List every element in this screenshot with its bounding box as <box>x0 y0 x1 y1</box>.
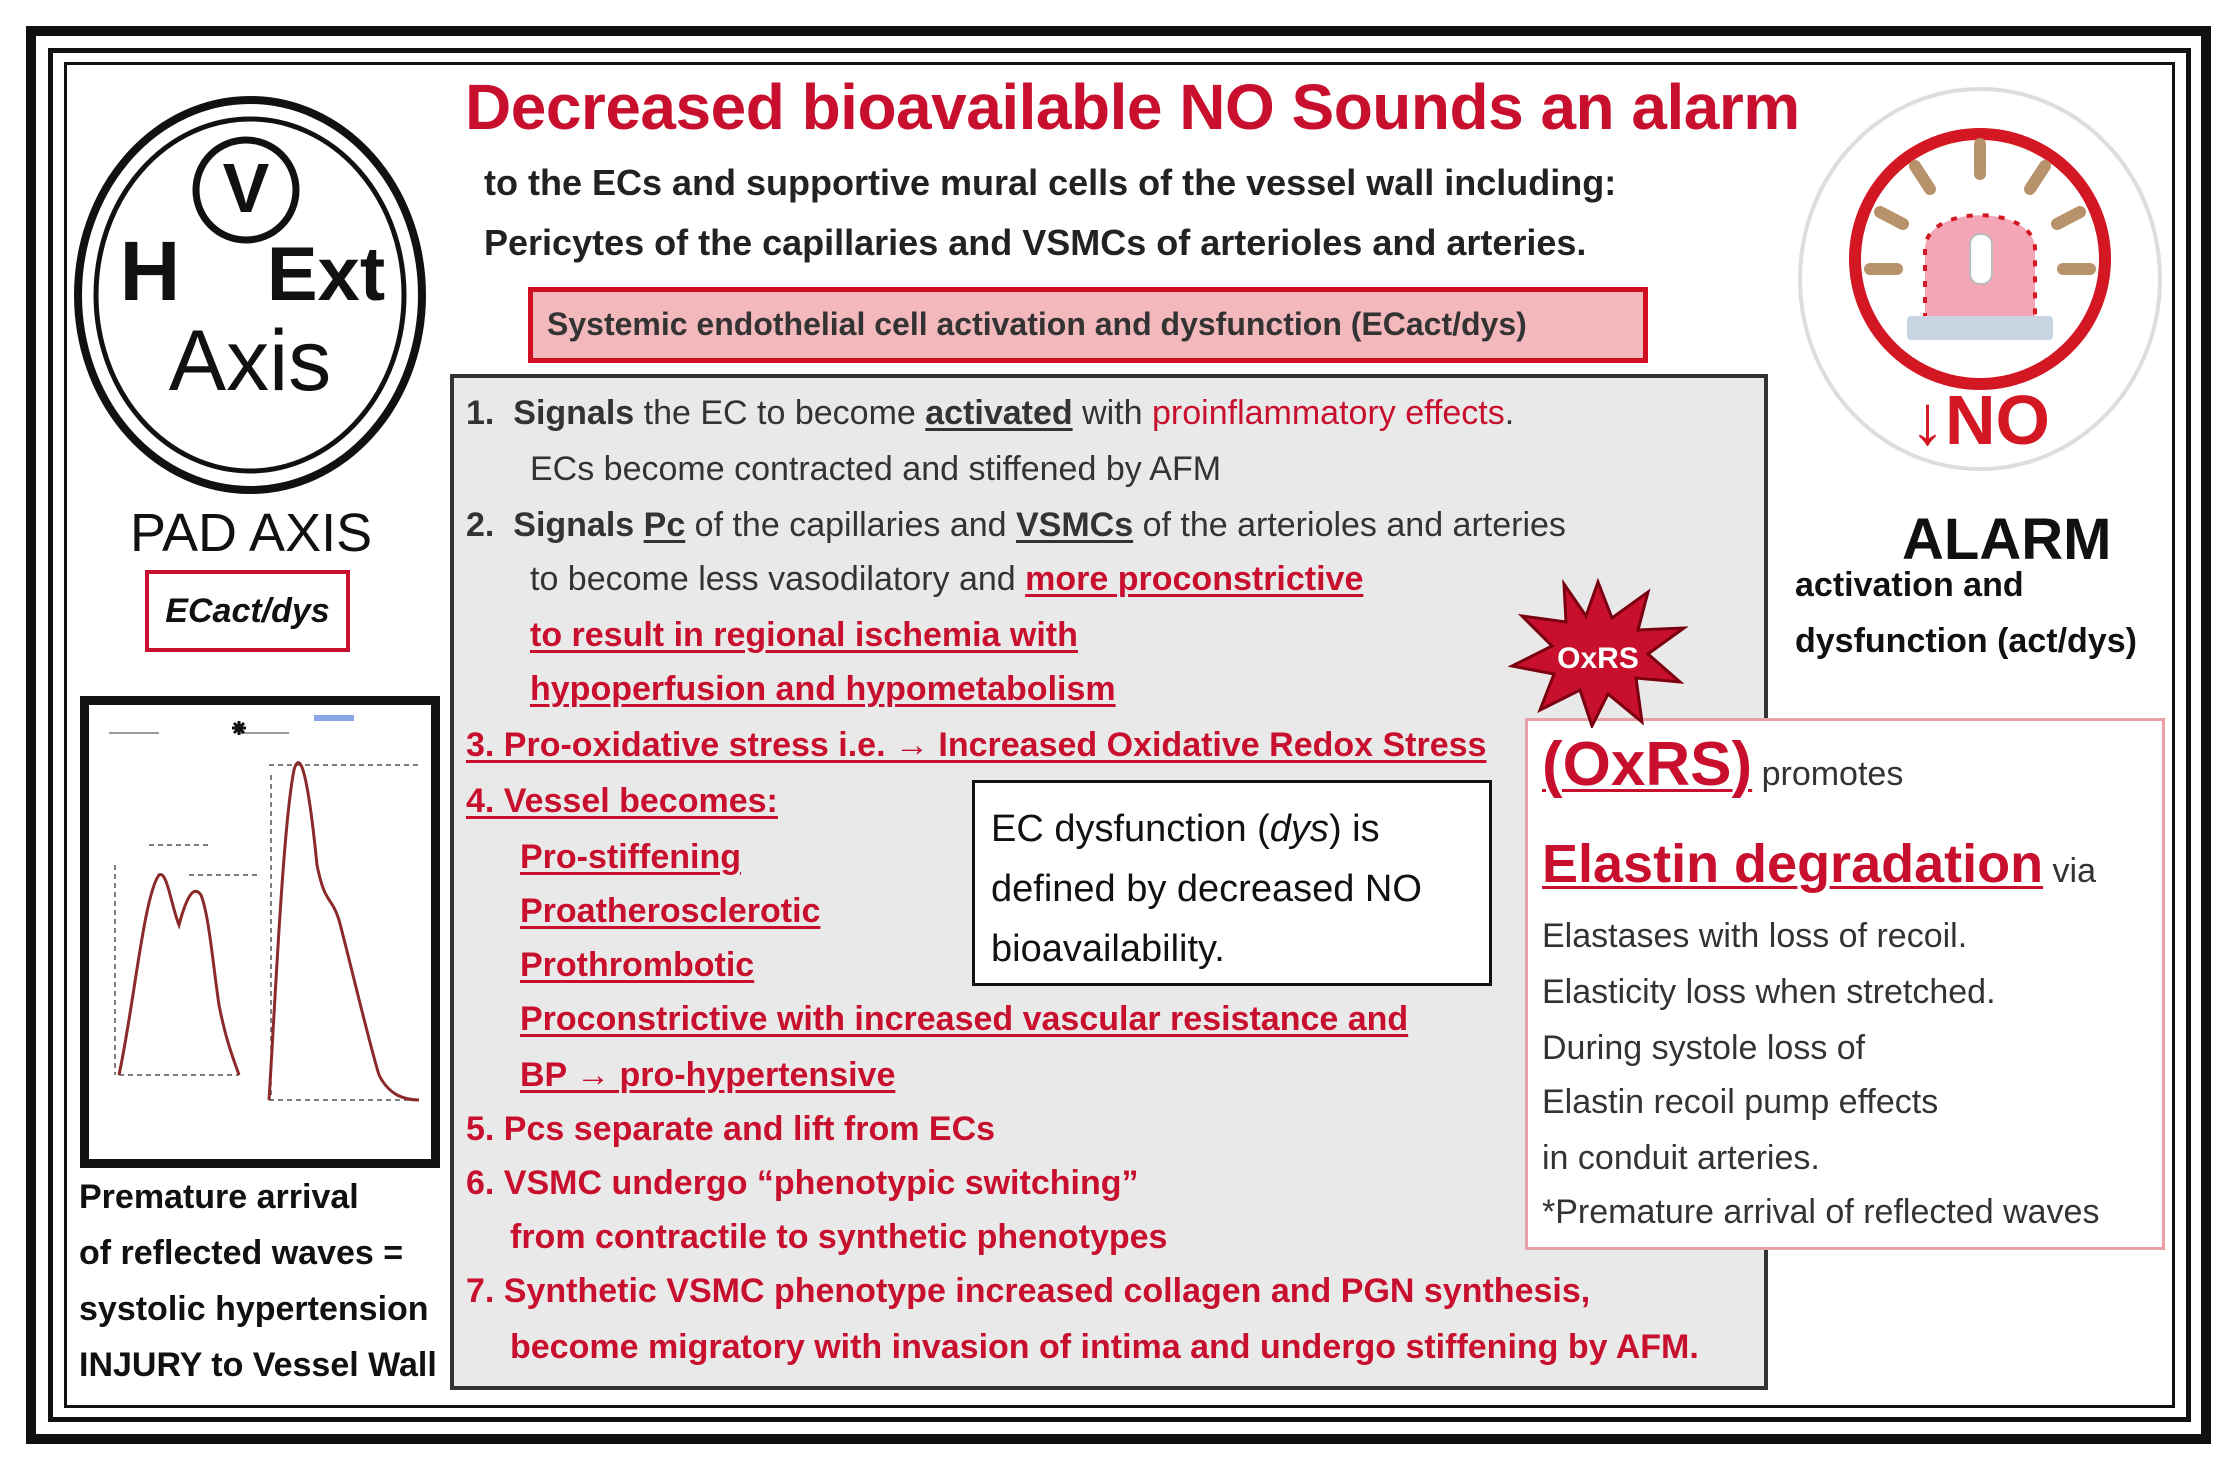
asterisk-icon <box>232 721 246 735</box>
oxrs-heading: (OxRS) promotes <box>1542 730 1904 799</box>
item-1-line-1: 1. Signals the EC to become activated with proinflammatory effects. <box>466 394 1515 432</box>
item-6-line-2: from contractile to synthetic phenotypes <box>510 1218 1168 1256</box>
ec-dys-line-1: EC dysfunction (dys) is <box>991 808 1380 850</box>
elastin-degradation-heading: Elastin degradation via <box>1542 834 2097 894</box>
pressure-waveform-graphic <box>89 705 431 1159</box>
oxrs-line-2: Elasticity loss when stretched. <box>1542 973 1996 1011</box>
ec-dys-line-3: bioavailability. <box>991 928 1225 970</box>
oxrs-line-5: in conduit arteries. <box>1542 1139 1820 1177</box>
logo-ext: Ext <box>266 232 386 317</box>
ecact-dys-banner: Systemic endothelial cell activation and dysfunction (ECact/dys) <box>528 287 1648 363</box>
oxrs-line-1: Elastases with loss of recoil. <box>1542 917 1968 955</box>
item-2-line-1: 2. Signals Pc of the capillaries and VSMCs of the arterioles and arteries <box>466 506 1566 544</box>
main-title: Decreased bioavailable NO Sounds an alarm <box>465 71 1800 143</box>
item-5: 5. Pcs separate and lift from ECs <box>466 1110 996 1148</box>
logo-v: V <box>222 149 270 227</box>
item-2-line-2: to become less vasodilatory and more proconstrictive <box>530 560 1364 598</box>
left-caption-line-4: INJURY to Vessel Wall <box>79 1346 437 1384</box>
item-4-sub-1: Pro-stiffening <box>520 838 741 876</box>
oxrs-burst-label: OxRS <box>1557 642 1639 675</box>
pad-axis-label: PAD AXIS <box>130 503 373 563</box>
alarm-label: ALARM <box>1902 507 2112 572</box>
hvext-axis-logo <box>70 90 430 500</box>
item-2-line-3: to result in regional ischemia with <box>530 616 1078 654</box>
ec-dys-line-2: defined by decreased NO <box>991 868 1422 910</box>
ec-dysfunction-definition-box <box>972 780 1492 986</box>
ecact-label-box: ECact/dys <box>145 570 350 652</box>
alarm-siren-icon <box>1795 84 2165 484</box>
item-1-line-2: ECs become contracted and stiffened by AFM <box>530 450 1222 488</box>
decreased-no-label: ↓NO <box>1910 381 2050 459</box>
left-caption-line-2: of reflected waves = <box>79 1234 404 1272</box>
activation-label-line-2: dysfunction (act/dys) <box>1795 622 2137 660</box>
logo-axis: Axis <box>168 313 332 409</box>
oxrs-line-6: *Premature arrival of reflected waves <box>1542 1193 2100 1231</box>
oxrs-line-3: During systole loss of <box>1542 1029 1866 1067</box>
item-4-sub-4: Proconstrictive with increased vascular resistance and <box>520 1000 1409 1038</box>
item-4-sub-5: BP → pro-hypertensive <box>520 1056 896 1094</box>
oxrs-burst-icon <box>1508 578 1688 728</box>
item-4: 4. Vessel becomes: <box>466 782 778 820</box>
item-4-sub-3: Prothrombotic <box>520 946 755 984</box>
item-3: 3. Pro-oxidative stress i.e. → Increased Oxidative Redox Stress <box>466 726 1487 764</box>
item-4-sub-2: Proatherosclerotic <box>520 892 821 930</box>
logo-h: H <box>119 224 181 318</box>
oxrs-line-4: Elastin recoil pump effects <box>1542 1083 1939 1121</box>
item-7-line-2: become migratory with invasion of intima and undergo stiffening by AFM. <box>510 1328 1699 1366</box>
subtitle-line-2: Pericytes of the capillaries and VSMCs of arterioles and arteries. <box>484 222 1587 263</box>
left-caption-line-3: systolic hypertension <box>79 1290 429 1328</box>
subtitle-line-1: to the ECs and supportive mural cells of the vessel wall including: <box>484 162 1617 203</box>
pressure-waveform-figure <box>80 696 440 1168</box>
item-2-line-4: hypoperfusion and hypometabolism <box>530 670 1116 708</box>
item-6-line-1: 6. VSMC undergo “phenotypic switching” <box>466 1164 1139 1202</box>
oxrs-elastin-box <box>1525 718 2165 1250</box>
left-caption-line-1: Premature arrival <box>79 1178 359 1216</box>
item-7-line-1: 7. Synthetic VSMC phenotype increased collagen and PGN synthesis, <box>466 1272 1591 1310</box>
activation-label-line-1: activation and <box>1795 566 2024 604</box>
